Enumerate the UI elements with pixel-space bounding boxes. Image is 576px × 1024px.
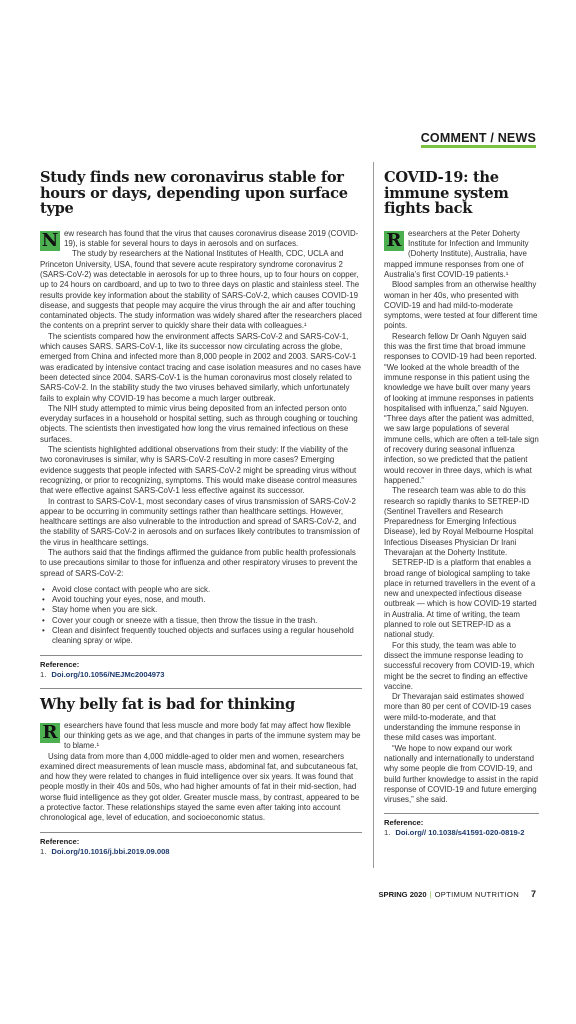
section-tag: COMMENT / NEWS bbox=[421, 131, 536, 148]
issue-label: SPRING 2020 bbox=[378, 890, 427, 899]
page-footer bbox=[378, 889, 536, 899]
footer-separator: | bbox=[429, 890, 432, 899]
reference-divider bbox=[384, 813, 539, 814]
story-headline: Study finds new coronavirus stable for hours or days, depending upon surface type bbox=[40, 169, 348, 218]
story-paragraph: Research fellow Dr Oanh Nguyen said this was the first time that broad immune responses to COVID-19 had been reported. “We looked at the whole breadth of the immune response in this patient using the knowledge we have built over many years of looking at immune responses in patients hospitalised with influenza,” said Nguyen. “Three days after the patient was admitted, we saw large populations of several immune cells, which are often a tell-tale sign of recovery during seasonal influenza infection, so we predicted that the patient would recover in three days, which is what happened.” bbox=[384, 331, 539, 485]
story-immune-system bbox=[384, 170, 539, 838]
page-number: 7 bbox=[530, 889, 536, 899]
story-paragraph: The authors said that the findings affirmed the guidance from public health professionals to use precautions similar to those for influenza and other respiratory viruses to prevent the spread of SARS-CoV-2: bbox=[40, 547, 358, 578]
reference-title: Reference: bbox=[40, 659, 80, 669]
story-paragraph: For this study, the team was able to dissect the immune response leading to successful recovery from COVID-19, which might be the secret to finding an effective vaccine. bbox=[384, 640, 535, 691]
story-belly-fat bbox=[40, 697, 362, 857]
story-paragraph: The NIH study attempted to mimic virus being deposited from an infected person onto everyday surfaces in a household or hospital setting, such as through coughing or touching objects. The scientists then investigated how long the virus remained infectious on these surfaces. bbox=[40, 403, 358, 444]
story-body bbox=[40, 721, 362, 824]
story-paragraph: The research team was able to do this research so rapidly thanks to SETREP-ID (Sentinel Travellers and Research Preparedness for Emerging Infectious Disease), led by Royal Melbourne Hospital Infectious Diseases Physician Dr Irani Thevarajan at the Doherty Institute. bbox=[384, 486, 534, 557]
left-column bbox=[40, 170, 362, 857]
story-paragraph: New research has found that the virus that causes coronavirus disease 2019 (COVID-19), is stable for several hours to days in aerosols and on surfaces. bbox=[41, 228, 359, 251]
right-column bbox=[384, 170, 539, 838]
list-item: • Stay home when you are sick. bbox=[40, 605, 362, 615]
column-divider bbox=[373, 162, 374, 868]
dropcap-r: R bbox=[384, 231, 404, 251]
story-divider bbox=[40, 688, 362, 689]
list-item: • Avoid close contact with people who are sick. bbox=[40, 585, 362, 595]
story-paragraph: Blood samples from an otherwise healthy woman in her 40s, who presented with COVID-19 and had mild-to-moderate symptoms, were tested at four different time points. bbox=[384, 280, 538, 331]
precaution-list bbox=[40, 585, 362, 647]
reference-divider bbox=[40, 832, 362, 833]
story-paragraph: The scientists highlighted additional observations from their study: If the viability of the two coronaviruses is similar, why is SARS-CoV-2 resulting in more cases? Emerging evidence suggests that people infected with SARS-CoV-2 might be spreading virus without recognizing, or prior to recognizing, symptoms. This would make disease control measures that were effective against SARS-CoV-1 less effective against its successor. bbox=[40, 445, 357, 496]
reference-link[interactable]: 1. Doi.org/10.1056/NEJMc2004973 bbox=[40, 669, 165, 679]
story-paragraph: Researchers at the Peter Doherty Institute for Infection and Immunity (Doherty Institute), Australia, have mapped immune responses from one of Australia’s first COVID-19 patients.¹ bbox=[384, 228, 529, 279]
reference-block bbox=[40, 837, 362, 857]
story-paragraph: “We hope to now expand our work nationally and internationally to understand why some people die from COVID-19, and build further knowledge to assist in the rapid response of COVID-19 and future emerging viruses,” she said. bbox=[384, 743, 538, 805]
reference-title: Reference: bbox=[384, 818, 424, 828]
story-body bbox=[40, 229, 362, 647]
story-paragraph: Dr Thevarajan said estimates showed more than 80 per cent of COVID-19 cases were mild-to-moderate, and that understanding the immune response in these mild cases was important. bbox=[384, 692, 532, 743]
list-item: • Clean and disinfect frequently touched objects and surfaces using a regular household cleaning spray or wipe. bbox=[40, 626, 362, 647]
story-headline: COVID-19: the immune system fights back bbox=[384, 169, 509, 218]
story-surface-stability bbox=[40, 170, 362, 680]
dropcap-n: N bbox=[41, 229, 59, 251]
reference-block bbox=[40, 660, 362, 680]
story-paragraph: SETREP-ID is a platform that enables a broad range of biological sampling to take place in returned travellers in the event of a new and unexpected infectious disease outbreak — which is how COVID-19 started in Australia. At time of writing, the team planned to role out SETREP-ID as a national study. bbox=[384, 558, 537, 640]
story-body bbox=[384, 229, 539, 806]
magazine-name: OPTIMUM NUTRITION bbox=[434, 890, 519, 899]
story-paragraph: The study by researchers at the National Institutes of Health, CDC, UCLA and Princeton University, USA, found that severe acute respiratory syndrome coronavirus 2 (SARS-CoV-2) was detectable in aerosols for up to three hours, up to four hours on copper, up to 24 hours on cardboard, and up to two to three days on plastic and stainless steel. The results provide key information about the stability of SARS-CoV-2, which causes COVID-19 disease, and suggests that people may acquire the virus through the air and after touching contaminated objects. The study information was widely shared after the researchers placed the contents on a preprint server to quickly share their data with colleagues.¹ bbox=[40, 249, 362, 331]
reference-link[interactable]: 1. Doi.org/10.1016/j.bbi.2019.09.008 bbox=[40, 846, 170, 856]
reference-block bbox=[384, 818, 539, 838]
reference-link[interactable]: 1. Doi.org// 10.1038/s41591-020-0819-2 bbox=[384, 828, 525, 838]
story-paragraph: Researchers have found that less muscle and more body fat may affect how flexible our thinking gets as we age, and that changes in parts of the immune system may be to blame.¹ bbox=[40, 721, 362, 752]
dropcap-r: R bbox=[40, 723, 60, 743]
reference-divider bbox=[40, 655, 362, 656]
reference-title: Reference: bbox=[40, 836, 80, 846]
list-item: • Avoid touching your eyes, nose, and mouth. bbox=[40, 595, 362, 605]
story-paragraph: The scientists compared how the environment affects SARS-CoV-2 and SARS-CoV-1, which causes SARS. SARS-CoV-1, like its successor now circulating across the globe, emerged from China and infected more than 8,000 people in 2002 and 2003. SARS-CoV-1 was eradicated by intensive contact tracing and case isolation measures and no cases have been detected since 2004. SARS-CoV-1 is the human coronavirus most closely related to SARS-CoV-2. In the stability study the two viruses behaved similarly, which unfortunately fails to explain why COVID-19 has become a much larger outbreak. bbox=[40, 331, 362, 403]
list-item: • Cover your cough or sneeze with a tissue, then throw the tissue in the trash. bbox=[40, 616, 362, 626]
story-paragraph: In contrast to SARS-CoV-1, most secondary cases of virus transmission of SARS-CoV-2 appear to be occurring in community settings rather than healthcare settings. However, healthcare settings are also vulnerable to the introduction and spread of SARS-CoV-2, and the stability of SARS-CoV-2 in aerosols and on surfaces likely contributes to transmission of the virus in healthcare settings. bbox=[40, 496, 360, 547]
story-headline: Why belly fat is bad for thinking bbox=[40, 695, 295, 713]
story-paragraph: Using data from more than 4,000 middle-aged to older men and women, researchers examined direct measurements of lean muscle mass, abdominal fat, and subcutaneous fat, and how they were related to changes in fluid intelligence over six years. It was found that people mostly in their 40s and 50s, who had higher amounts of fat in their mid-section, had worse fluid intelligence as they got older. Greater muscle mass, by contrast, appeared to be a protective factor. These relationships stayed the same even after taking into account chronological age, level of education, and socioeconomic status. bbox=[40, 751, 360, 823]
